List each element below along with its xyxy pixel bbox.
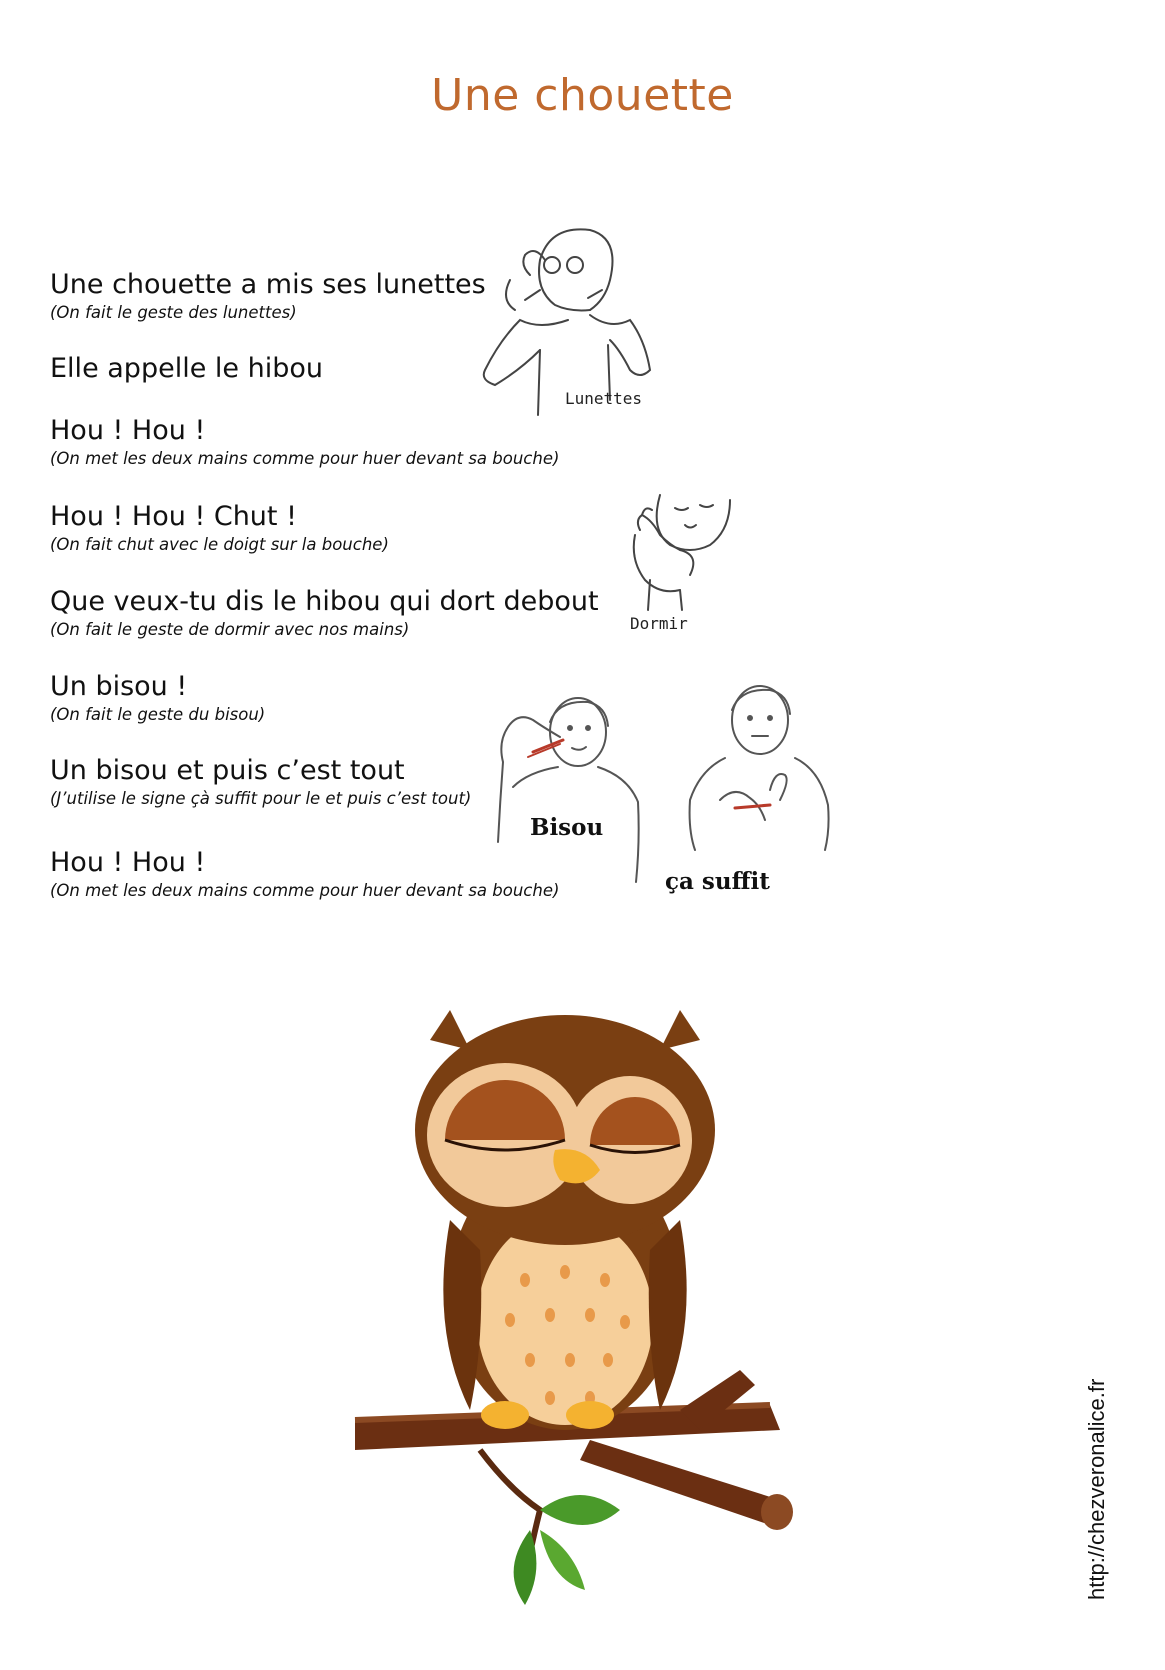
dormir-sign-illustration — [630, 490, 760, 633]
verse-line: Hou ! Hou ! — [50, 847, 206, 878]
bisou-sign-illustration — [488, 692, 648, 892]
verse-6 — [50, 670, 265, 726]
verse-8 — [50, 846, 559, 902]
ca-suffit-label: ça suffit — [665, 868, 770, 895]
leaf-icon — [514, 1495, 620, 1605]
verse-note: (On fait le geste du bisou) — [50, 705, 266, 724]
verse-1 — [50, 268, 486, 324]
verse-7 — [50, 754, 471, 810]
lunettes-label: Lunettes — [565, 389, 643, 408]
verse-note: (On met les deux mains comme pour huer devant sa bouche) — [50, 449, 560, 468]
verse-note: (On met les deux mains comme pour huer devant sa bouche) — [50, 881, 560, 900]
verse-2 — [50, 352, 323, 386]
verse-3 — [50, 414, 559, 470]
verse-4 — [50, 500, 389, 556]
site-url-watermark: http://chezveronalice.fr — [1084, 1378, 1109, 1600]
owl-illustration — [350, 1010, 820, 1620]
dormir-label: Dormir — [630, 614, 688, 633]
verse-5 — [50, 585, 599, 641]
verse-note: (On fait le geste de dormir avec nos mains) — [50, 620, 410, 639]
verse-note: (On fait chut avec le doigt sur la bouche) — [50, 535, 389, 554]
bisou-label: Bisou — [530, 814, 604, 841]
verse-line: Hou ! Hou ! Chut ! — [50, 501, 297, 532]
verse-note: (On fait le geste des lunettes) — [50, 303, 297, 322]
lunettes-sign-illustration — [480, 220, 670, 420]
verse-line: Un bisou ! — [50, 671, 188, 702]
verse-line: Une chouette a mis ses lunettes — [50, 269, 486, 300]
verse-line: Que veux-tu dis le hibou qui dort debout — [50, 586, 599, 617]
verse-line: Elle appelle le hibou — [50, 353, 323, 384]
verse-line: Hou ! Hou ! — [50, 415, 206, 446]
verse-line: Un bisou et puis c’est tout — [50, 755, 405, 786]
ca-suffit-sign-illustration — [665, 680, 840, 895]
page-title: Une chouette — [431, 70, 734, 121]
verse-note: (J’utilise le signe çà suffit pour le et puis c’est tout) — [50, 789, 472, 808]
